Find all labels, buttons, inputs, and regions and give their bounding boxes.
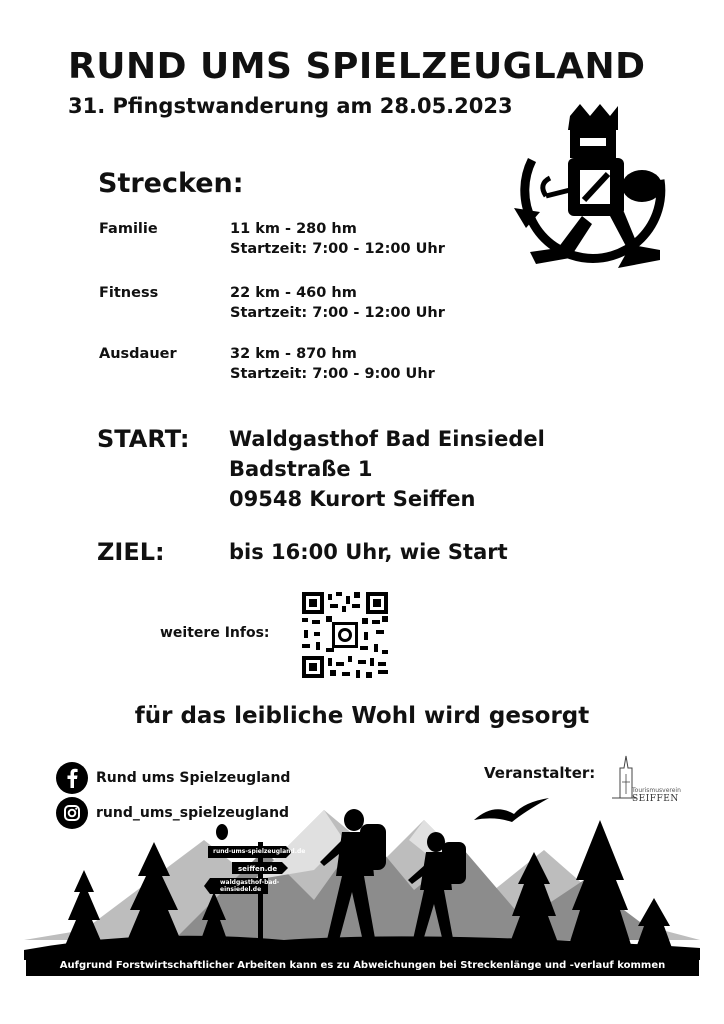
organizer-logo-name: SEIFFEN <box>632 794 679 804</box>
route-name: Fitness <box>99 285 159 301</box>
organizer-logo-caption: Tourismusverein <box>632 787 681 794</box>
sign-text: einsiedel.de <box>220 886 262 893</box>
sign-text: seiffen.de <box>238 865 278 873</box>
routes-heading: Strecken: <box>98 168 244 199</box>
sign-text: rund-ums-spielzeugland.de <box>213 848 306 855</box>
qr-code[interactable] <box>302 592 388 678</box>
goal-label: ZIEL: <box>97 538 165 566</box>
route-name: Ausdauer <box>99 346 177 362</box>
walking-figure-logo <box>510 100 682 280</box>
start-address-line: 09548 Kurort Seiffen <box>229 487 476 511</box>
hiking-landscape-illustration <box>24 780 700 960</box>
route-name: Familie <box>99 221 158 237</box>
start-address-line: Badstraße 1 <box>229 457 373 481</box>
start-address-line: Waldgasthof Bad Einsiedel <box>229 427 545 451</box>
tagline: für das leibliche Wohl wird gesorgt <box>134 703 590 729</box>
route-distance: 32 km - 870 hm <box>230 346 357 362</box>
goal-text: bis 16:00 Uhr, wie Start <box>229 540 508 564</box>
more-info-label: weitere Infos: <box>160 625 270 641</box>
facebook-name: Rund ums Spielzeugland <box>96 770 291 786</box>
route-distance: 22 km - 460 hm <box>230 285 357 301</box>
route-start-time: Startzeit: 7:00 - 12:00 Uhr <box>230 241 445 257</box>
page-title: RUND UMS SPIELZEUGLAND <box>68 46 646 87</box>
route-start-time: Startzeit: 7:00 - 12:00 Uhr <box>230 305 445 321</box>
start-label: START: <box>97 425 190 453</box>
route-distance: 11 km - 280 hm <box>230 221 357 237</box>
footer-disclaimer: Aufgrund Forstwirtschaftlicher Arbeiten kann es zu Abweichungen bei Streckenlänge und -verlauf kommen <box>26 956 699 976</box>
instagram-handle: rund_ums_spielzeugland <box>96 805 290 821</box>
event-subtitle: 31. Pfingstwanderung am 28.05.2023 <box>68 94 513 118</box>
sign-text: waldgasthof-bad- <box>220 879 280 886</box>
route-start-time: Startzeit: 7:00 - 9:00 Uhr <box>230 366 435 382</box>
organizer-label: Veranstalter: <box>484 764 596 782</box>
